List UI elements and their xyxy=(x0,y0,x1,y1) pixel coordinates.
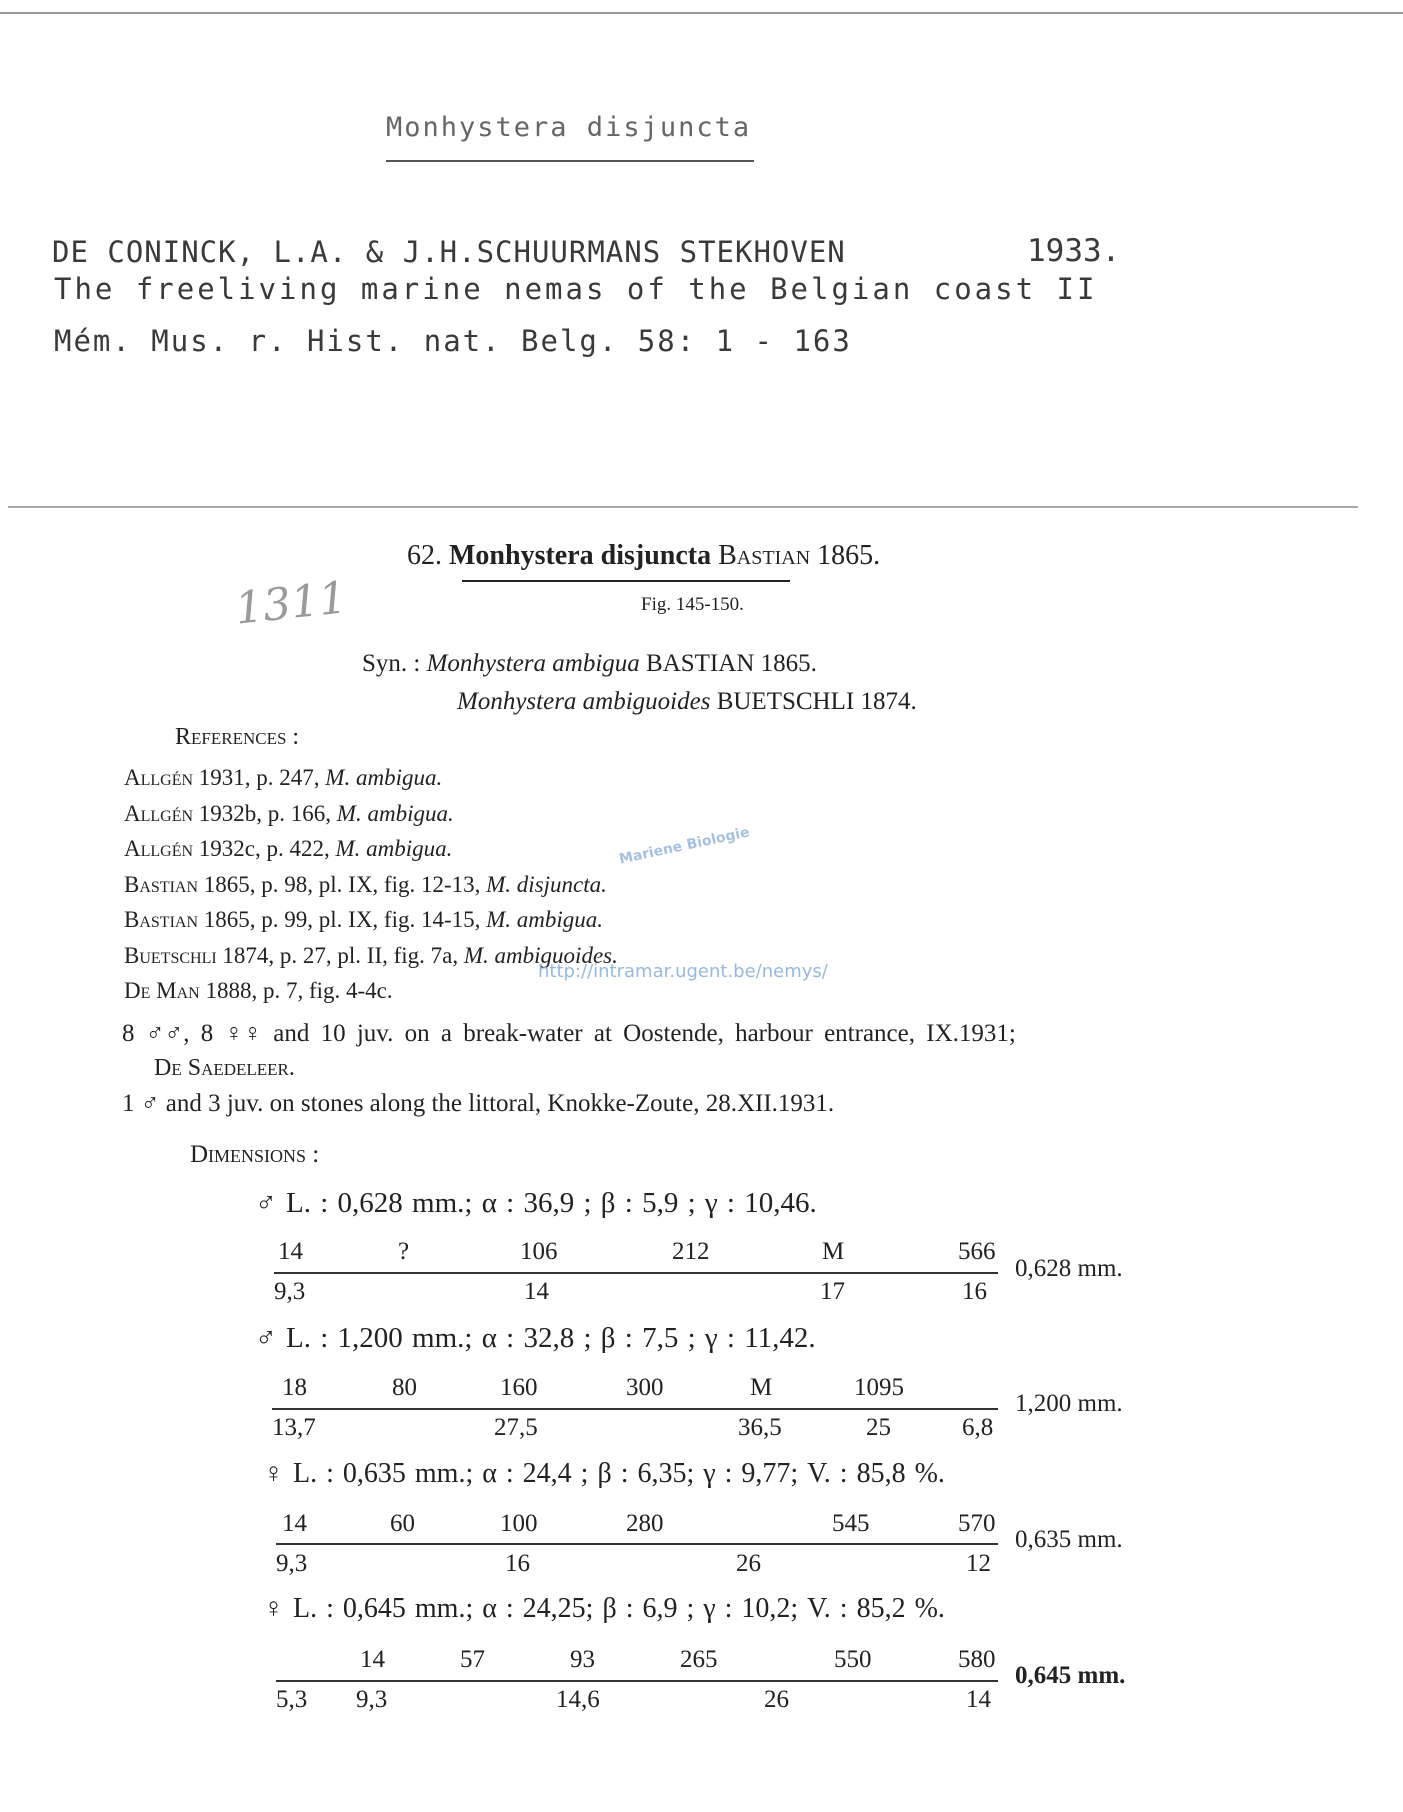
formula-total: 0,628 mm. xyxy=(1015,1255,1123,1282)
top-rule xyxy=(0,12,1403,14)
reference-author: Bastian xyxy=(124,871,199,897)
formula-top-value: 80 xyxy=(392,1374,417,1401)
reference-species: M. ambigua. xyxy=(325,765,443,790)
citation-year: 1933. xyxy=(1027,233,1121,269)
specimen-header: ♂ L. : 0,628 mm.; α : 36,9 ; β : 5,9 ; γ : 10,46. xyxy=(255,1187,817,1219)
formula-top-value: 160 xyxy=(500,1374,538,1401)
article-year: 1865. xyxy=(817,540,881,571)
reference-item xyxy=(124,902,618,938)
formula-total: 1,200 mm. xyxy=(1015,1390,1123,1417)
formula-bottom-value: 9,3 xyxy=(276,1550,308,1577)
references-heading: References : xyxy=(175,724,300,750)
reference-species: M. ambiguoides. xyxy=(463,942,618,968)
watermark-logo-text: Mariene Biologie xyxy=(617,824,751,868)
reference-item xyxy=(124,831,618,867)
formula-top-value: ? xyxy=(398,1238,410,1265)
synonym-line-2 xyxy=(457,688,917,716)
formula-line xyxy=(276,1680,998,1682)
material-collector: De Saedeleer. xyxy=(154,1055,295,1081)
formula-line xyxy=(276,1543,998,1545)
formula-bottom-value: 27,5 xyxy=(494,1414,538,1441)
reference-text: 1874, p. 27, pl. II, fig. 7a, xyxy=(222,942,459,968)
article-species: Monhystera disjuncta xyxy=(449,540,712,571)
formula-top-value: 14 xyxy=(278,1238,303,1265)
specimen-header: ♂ L. : 1,200 mm.; α : 32,8 ; β : 7,5 ; γ : 11,42. xyxy=(255,1322,816,1354)
formula-top-value: 14 xyxy=(282,1510,307,1537)
synonym-line-1 xyxy=(362,650,817,678)
formula-bottom-value: 13,7 xyxy=(272,1414,316,1441)
formula-bottom-value: 16 xyxy=(962,1278,987,1305)
formula-top-value: 212 xyxy=(672,1238,710,1265)
reference-text: 1888, p. 7, fig. 4-4c. xyxy=(205,978,393,1003)
reference-text: 1932c, p. 422, xyxy=(198,836,330,861)
specimen-header: ♀ L. : 0,635 mm.; α : 24,4 ; β : 6,35; γ : 9,77; V. : 85,8 %. xyxy=(263,1458,945,1489)
formula-bottom-value: 26 xyxy=(764,1686,789,1713)
formula-total: 0,635 mm. xyxy=(1015,1526,1123,1553)
formula-bottom-value: 36,5 xyxy=(738,1414,782,1441)
reference-author: De Man xyxy=(124,978,200,1003)
reference-species: M. disjuncta. xyxy=(486,871,607,897)
formula-top-value: 57 xyxy=(460,1646,485,1673)
formula-line xyxy=(272,1408,998,1410)
handwritten-number: 1311 xyxy=(232,572,350,635)
reference-text: 1865, p. 99, pl. IX, fig. 14-15, xyxy=(203,907,481,932)
formula-bottom-value: 26 xyxy=(736,1550,761,1577)
reference-author: Allgén xyxy=(124,800,194,826)
synonym-name-1: Monhystera ambigua xyxy=(426,650,640,677)
formula-top-value: M xyxy=(750,1374,773,1401)
reference-species: M. ambigua. xyxy=(335,836,453,861)
formula-top-value: 580 xyxy=(958,1646,996,1673)
reference-item xyxy=(124,796,618,832)
synonym-author-2: BUETSCHLI 1874. xyxy=(716,688,917,715)
formula-top-value: 1095 xyxy=(854,1374,904,1401)
reference-item xyxy=(124,760,618,796)
synonym-author-1: BASTIAN 1865. xyxy=(646,650,817,677)
reference-species: M. ambigua. xyxy=(336,800,454,826)
formula-top-value: 545 xyxy=(832,1510,870,1537)
specimen-header: ♀ L. : 0,645 mm.; α : 24,25; β : 6,9 ; γ : 10,2; V. : 85,2 %. xyxy=(263,1593,945,1624)
reference-author: Bastian xyxy=(124,907,199,932)
article-number: 62. xyxy=(407,540,442,571)
syn-label: Syn. : xyxy=(362,650,421,677)
formula-bottom-value: 17 xyxy=(820,1278,845,1305)
figure-reference: Fig. 145-150. xyxy=(641,594,744,615)
reference-author: Buetschli xyxy=(124,942,217,968)
formula-top-value: 60 xyxy=(390,1510,415,1537)
formula-top-value: 18 xyxy=(282,1374,307,1401)
article-author: Bastian xyxy=(718,540,811,571)
formula-bottom-value: 12 xyxy=(966,1550,991,1577)
formula-top-value: 106 xyxy=(520,1238,558,1265)
formula-top-value: 300 xyxy=(626,1374,664,1401)
reference-item xyxy=(124,867,618,903)
reference-species: M. ambigua. xyxy=(486,907,604,932)
dimensions-heading: Dimensions : xyxy=(190,1141,320,1168)
formula-top-value: 570 xyxy=(958,1510,996,1537)
formula-top-value: 14 xyxy=(360,1646,385,1673)
formula-line xyxy=(274,1272,998,1274)
reference-text: 1931, p. 247, xyxy=(198,765,320,790)
watermark-url: http://intramar.ugent.be/nemys/ xyxy=(538,961,828,982)
formula-bottom-value: 14 xyxy=(966,1686,991,1713)
species-underline xyxy=(462,580,790,582)
formula-bottom-value: 5,3 xyxy=(276,1686,308,1713)
formula-top-value: 265 xyxy=(680,1646,718,1673)
reference-text: 1932b, p. 166, xyxy=(198,800,332,826)
formula-top-value: 550 xyxy=(834,1646,872,1673)
formula-bottom-value: 9,3 xyxy=(356,1686,388,1713)
formula-bottom-value: 16 xyxy=(505,1550,530,1577)
formula-bottom-value: 6,8 xyxy=(962,1414,994,1441)
article-heading xyxy=(407,540,880,572)
formula-bottom-value: 14,6 xyxy=(556,1686,600,1713)
formula-top-value: 100 xyxy=(500,1510,538,1537)
reference-author: Allgén xyxy=(124,836,194,861)
card-title-underline xyxy=(386,160,754,162)
formula-bottom-value: 25 xyxy=(866,1414,891,1441)
formula-bottom-value: 14 xyxy=(524,1278,549,1305)
section-rule xyxy=(8,506,1358,508)
material-paragraph-2: 1 ♂ and 3 juv. on stones along the littoral, Knokke-Zoute, 28.XII.1931. xyxy=(122,1090,835,1117)
reference-author: Allgén xyxy=(124,765,194,790)
citation-authors: DE CONINCK, L.A. & J.H.SCHUURMANS STEKHOVEN xyxy=(52,235,846,269)
material-paragraph-1: 8 ♂♂, 8 ♀♀ and 10 juv. on a break-water at Oostende, harbour entrance, IX.1931; xyxy=(122,1020,1016,1047)
citation-title: The freeliving marine nemas of the Belgian coast II xyxy=(54,272,1098,306)
formula-total: 0,645 mm. xyxy=(1015,1662,1126,1689)
formula-top-value: 93 xyxy=(570,1646,595,1673)
synonym-name-2: Monhystera ambiguoides xyxy=(457,688,711,715)
card-title: Monhystera disjuncta xyxy=(386,112,752,143)
citation-journal: Mém. Mus. r. Hist. nat. Belg. 58: 1 - 163 xyxy=(54,324,852,358)
formula-bottom-value: 9,3 xyxy=(274,1278,306,1305)
reference-text: 1865, p. 98, pl. IX, fig. 12-13, xyxy=(203,871,481,897)
formula-top-value: 566 xyxy=(958,1238,996,1265)
formula-top-value: 280 xyxy=(626,1510,664,1537)
formula-top-value: M xyxy=(822,1238,845,1265)
